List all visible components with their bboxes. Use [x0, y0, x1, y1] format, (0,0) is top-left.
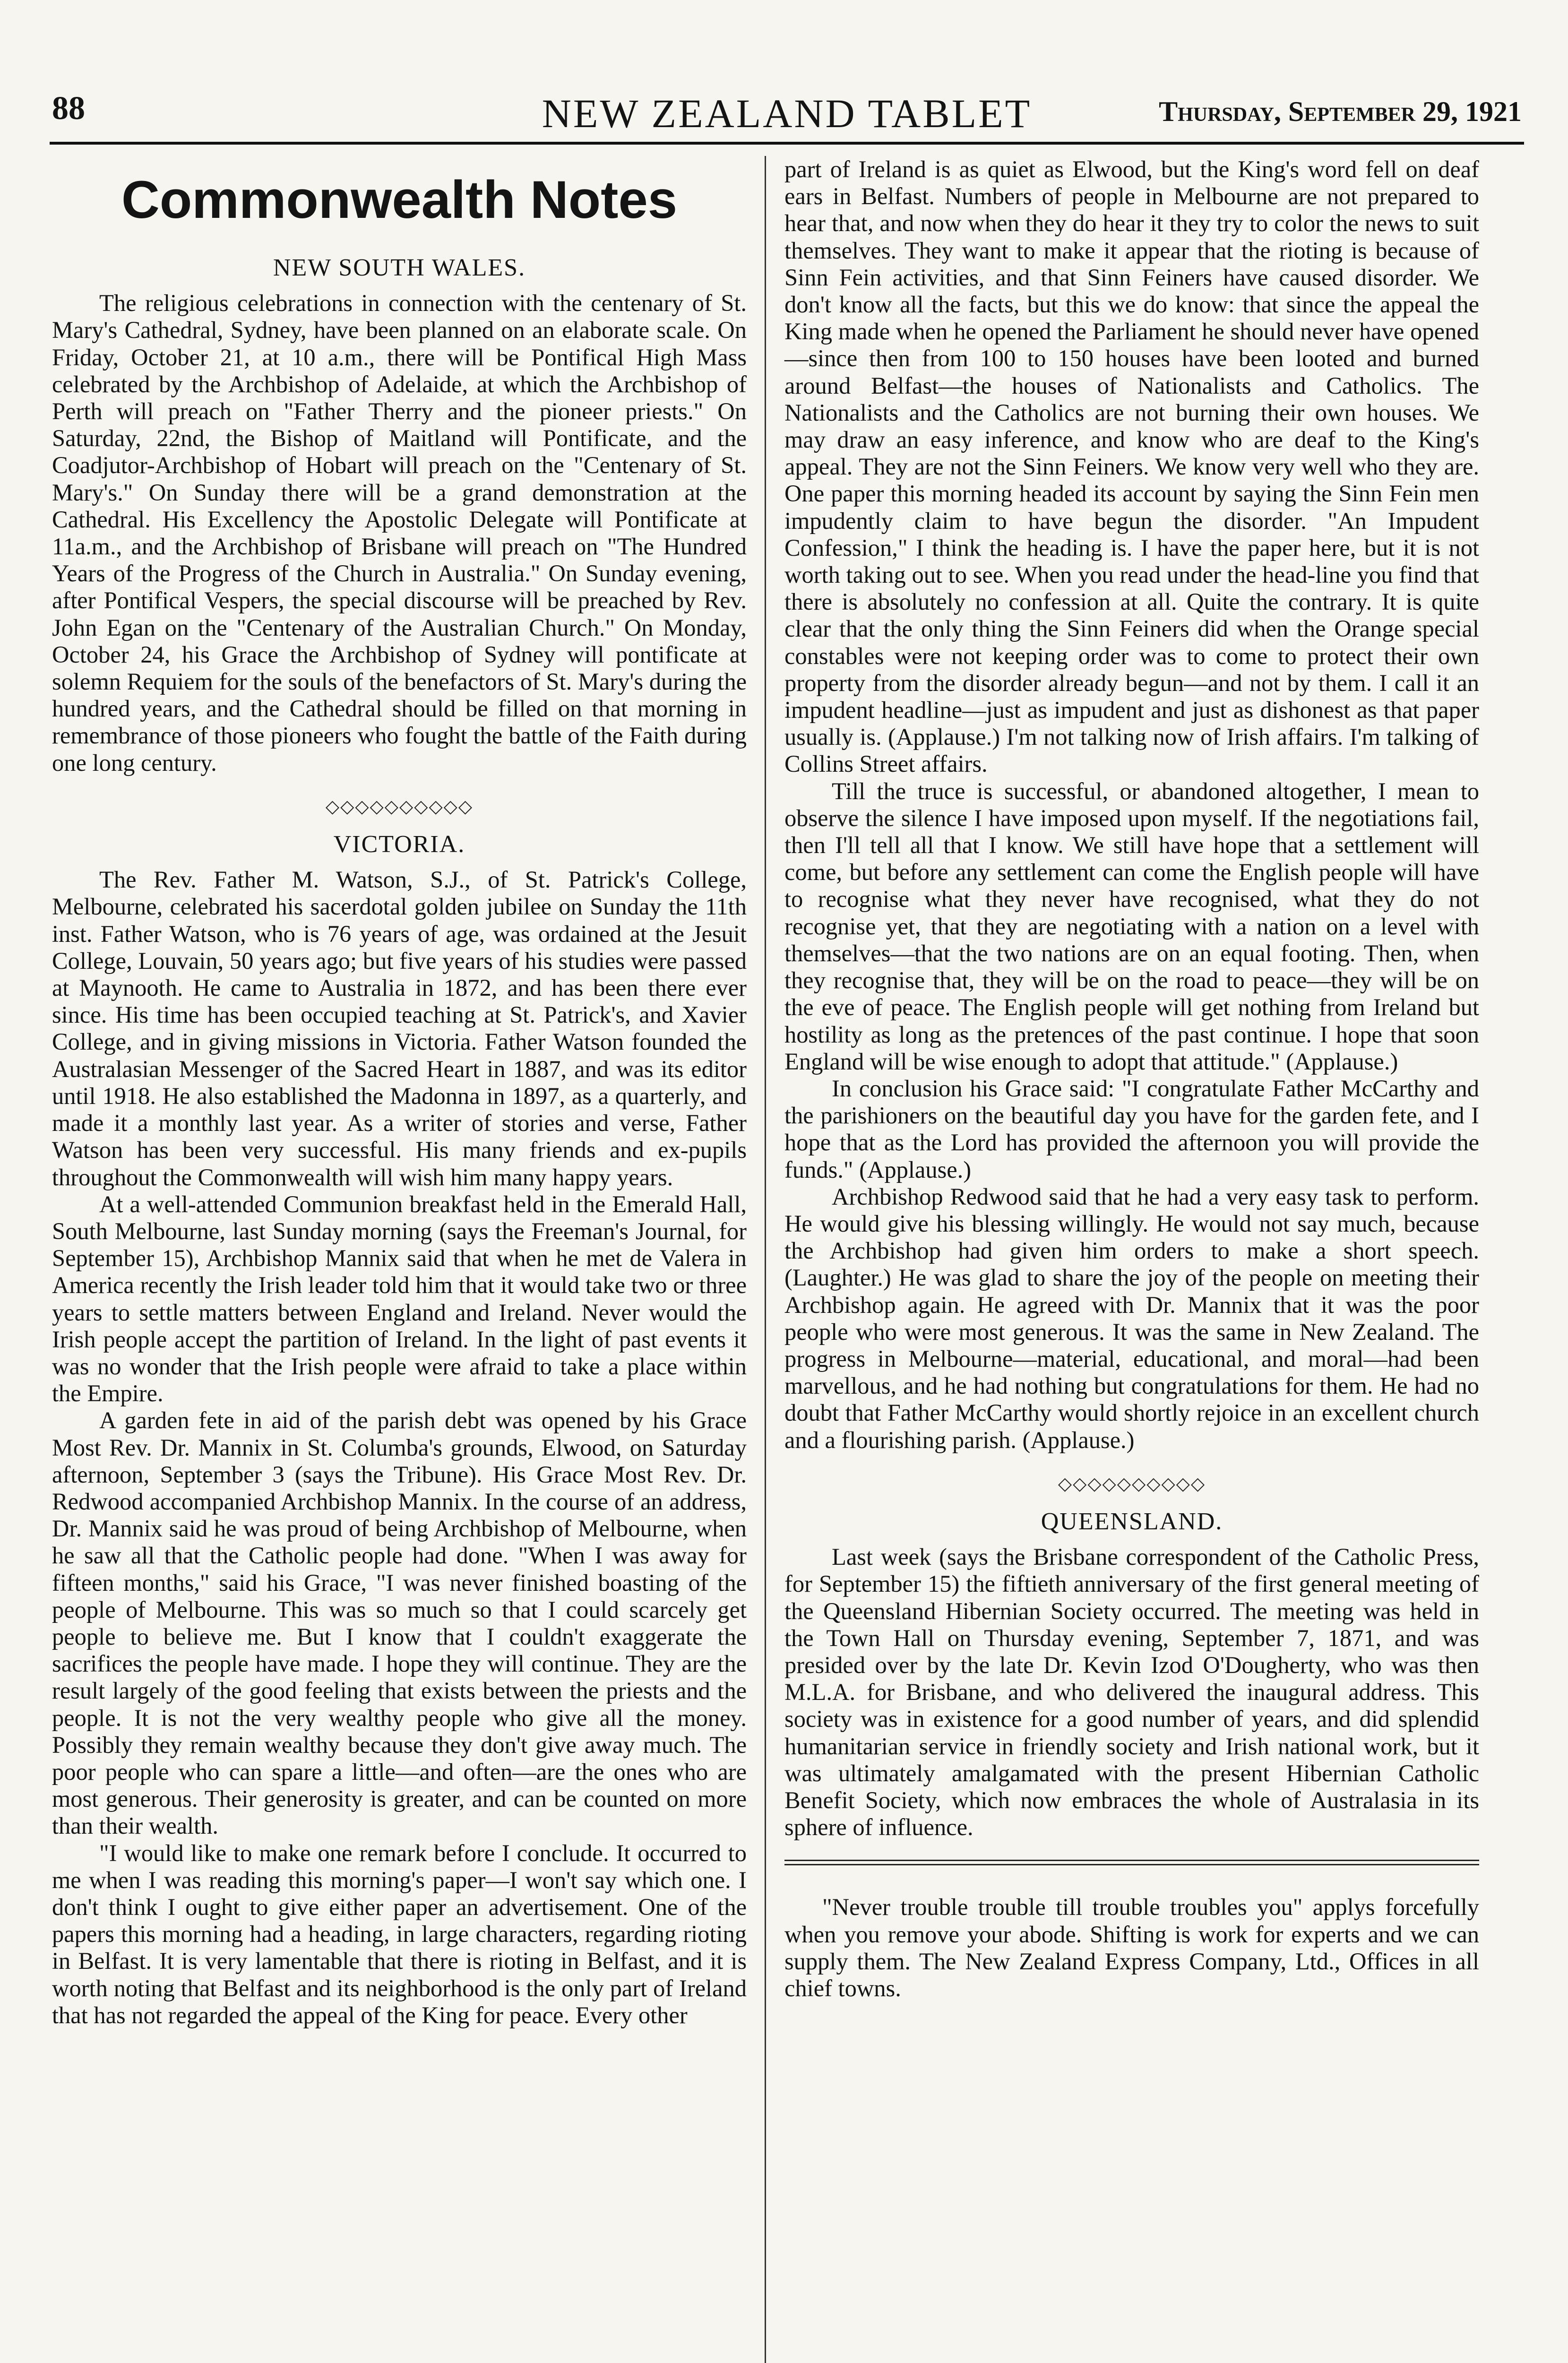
right-column — [784, 156, 1479, 2002]
page-number: 88 — [52, 90, 85, 127]
victoria-paragraph-1: The Rev. Father M. Watson, S.J., of St. Patrick's College, Melbourne, celebrated his sacerdotal golden jubilee on Sunday the 11th inst. Father Watson, who is 76 years of age, was ordained at the Jesuit College, Louvain, 50 years ago; but five years of his studies were passed at Maynooth. He came to Australia in 1872, and has been there ever since. His time has been occupied teaching at St. Patrick's, and Xavier College, and in giving missions in Victoria. Father Watson founded the Australasian Messenger of the Sacred Heart in 1887, and was its editor until 1918. He also established the Madonna in 1897, as a quarterly, and made it a monthly last year. As a writer of stories and verse, Father Watson has been very successful. His many friends and ex-pupils throughout the Commonwealth will wish him many happy years. — [52, 866, 747, 1190]
advertisement-text: "Never trouble trouble till trouble troubles you" applys forcefully when you remove your abode. Shifting is work for experts and we can supply them. The New Zealand Express Company, Ltd., Offices in all chief towns. — [784, 1894, 1479, 2001]
victoria-continued-3: In conclusion his Grace said: "I congratulate Father McCarthy and the parishioners on the beautiful day you have for the garden fete, and I hope that as the Lord has provided the afternoon you will provide the funds." (Applause.) — [784, 1075, 1479, 1183]
article-title: Commonwealth Notes — [121, 170, 678, 229]
nsw-paragraph-1: The religious celebrations in connection with the centenary of St. Mary's Cathedral, Sydney, have been planned on an elaborate scale. On Friday, October 21, at 10 a.m., there will be Pontifical High Mass celebrated by the Archbishop of Adelaide, at which the Archbishop of Perth will preach on "Father Therry and the pioneer priests." On Saturday, 22nd, the Bishop of Maitland will Pontificate, and the Coadjutor-Archbishop of Hobart will preach on the "Centenary of St. Mary's." On Sunday there will be a grand demonstration at the Cathedral. His Excellency the Apostolic Delegate will Pontificate at 11a.m., and the Archbishop of Brisbane will preach on "The Hundred Years of the Progress of the Church in Australia." On Sunday evening, after Pontifical Vespers, the special discourse will be preached by Rev. John Egan on the "Centenary of the Australian Church." On Monday, October 24, his Grace the Archbishop of Sydney will pontificate at solemn Requiem for the souls of the benefactors of St. Mary's during the hundred years, and the Cathedral should be filled on that morning in remembrance of those pioneers who fought the battle of the Faith during one long century. — [52, 290, 747, 776]
page-header — [52, 90, 1522, 147]
victoria-paragraph-2: At a well-attended Communion breakfast held in the Emerald Hall, South Melbourne, last Sunday morning (says the Freeman's Journal, for September 15), Archbishop Mannix said that when he met de Valera in America recently the Irish leader told him that it would take two or three years to settle matters between England and Ireland. Never would the Irish people accept the partition of Ireland. In the light of past events it was no wonder that the Irish people were afraid to take a place within the Empire. — [52, 1190, 747, 1407]
section-heading-nsw: NEW SOUTH WALES. — [273, 254, 526, 281]
section-ornament: ◇◇◇◇◇◇◇◇◇◇ — [325, 796, 474, 817]
column-end-rule — [784, 1860, 1479, 1865]
left-column — [52, 156, 747, 2029]
header-rule — [50, 142, 1524, 145]
victoria-continued-1: part of Ireland is as quiet as Elwood, but the King's word fell on deaf ears in Belfast. Numbers of people in Melbourne are not prepared to hear that, and now when they do hear it they try to color the news to suit themselves. They want to make it appear that the rioting is because of Sinn Fein activities, and that Sinn Feiners have caused disorder. We don't know all the facts, but this we do know: that since the appeal the King made when he opened the Parliament he should never have opened—since then from 100 to 150 houses have been looted and burned around Belfast—the houses of Nationalists and Catholics. The Nationalists and the Catholics are not burning their own houses. We may draw an easy inference, and know who are deaf to the King's appeal. They are not the Sinn Feiners. We know very well who they are. One paper this morning headed its account by saying the Sinn Fein men impudently claim to have begun the disorder. "An Impudent Confession," I think the heading is. I have the paper here, but it is not worth taking out to see. When you read under the head-line you find that there is absolutely no confession at all. Quite the contrary. It is quite clear that the only thing the Sinn Feiners did when the Orange special constables were not keeping order was to come to protect their own property from the disorder already begun—and not by them. I call it an impudent headline—just as impudent and just as dishonest as that paper usually is. (Applause.) I'm not talking now of Irish affairs. I'm talking of Collins Street affairs. — [784, 156, 1479, 777]
masthead: NEW ZEALAND TABLET — [542, 91, 1032, 136]
section-ornament-2: ◇◇◇◇◇◇◇◇◇◇ — [1058, 1474, 1206, 1494]
victoria-paragraph-3: A garden fete in aid of the parish debt was opened by his Grace Most Rev. Dr. Mannix in St. Columba's grounds, Elwood, on Saturday afternoon, September 3 (says the Tribune). His Grace Most Rev. Dr. Redwood accompanied Archbishop Mannix. In the course of an address, Dr. Mannix said he was proud of being Archbishop of Melbourne, when he saw all that the Catholic people had done. "When I was away for fifteen months," said his Grace, "I was never finished boasting of the people of Melbourne. This was so much so that I could scarcely get people to believe me. But I know that I couldn't exaggerate the sacrifices the people have made. I hope they will continue. They are the result largely of the good feeling that exists between the priests and the people. It is not the very wealthy people who give all the money. Possibly they remain wealthy because they don't give away much. The poor people who can spare a little—and often—are the ones who are most generous. Their generosity is greater, and can be counted on more than their wealth. — [52, 1407, 747, 1839]
removal-advertisement — [784, 1894, 1479, 2002]
queensland-paragraph-1: Last week (says the Brisbane correspondent of the Catholic Press, for September 15) the fiftieth anniversary of the first general meeting of the Queensland Hibernian Society occurred. The meeting was held in the Town Hall on Thursday evening, September 7, 1871, and was presided over by the late Dr. Kevin Izod O'Dougherty, who was then M.L.A. for Brisbane, and who delivered the inaugural address. This society was in existence for a good number of years, and did splendid humanitarian service in friendly society and Irish national work, but it was ultimately amalgamated with the present Hibernian Catholic Benefit Society, which now embraces the whole of Australasia in its sphere of influence. — [784, 1544, 1479, 1841]
issue-date: Thursday, September 29, 1921 — [1159, 96, 1522, 127]
victoria-continued-2: Till the truce is successful, or abandoned altogether, I mean to observe the silence I have imposed upon myself. If the negotiations fail, then I'll tell all that I know. We still have hope that a settlement will come, but before any settlement can come the English people will have to recognise what they never have recognised, what they do not recognise yet, that they are negotiating with a nation on a level with themselves—that the two nations are on an equal footing. Then, when they recognise that, they will be on the road to peace—they will be on the eve of peace. The English people will get nothing from Ireland but hostility as long as the pretences of the past continue. I hope that soon England will be wise enough to adopt that attitude." (Applause.) — [784, 777, 1479, 1075]
column-divider — [765, 156, 766, 2363]
section-heading-victoria: VICTORIA. — [333, 831, 465, 858]
victoria-continued-4: Archbishop Redwood said that he had a very easy task to perform. He would give his blessing willingly. He would not say much, because the Archbishop had given him orders to make a short speech. (Laughter.) He was glad to share the joy of the people on meeting their Archbishop again. He agreed with Dr. Mannix that it was the poor people who were most generous. It was the same in New Zealand. The progress in Melbourne—material, educational, and moral—had been marvellous, and he had nothing but congratulations for them. He had no doubt that Father McCarthy would shortly rejoice in an excellent church and a flourishing parish. (Applause.) — [784, 1183, 1479, 1453]
victoria-paragraph-4: "I would like to make one remark before I conclude. It occurred to me when I was reading this morning's paper—I won't say which one. I don't think I ought to give either paper an advertisement. One of the papers this morning had a heading, in large characters, regarding rioting in Belfast. It is very lamentable that there is rioting in Belfast, and it is worth noting that Belfast and its neighborhood is the only part of Ireland that has not regarded the appeal of the King for peace. Every other — [52, 1839, 747, 2028]
section-heading-queensland: QUEENSLAND. — [1041, 1508, 1223, 1535]
